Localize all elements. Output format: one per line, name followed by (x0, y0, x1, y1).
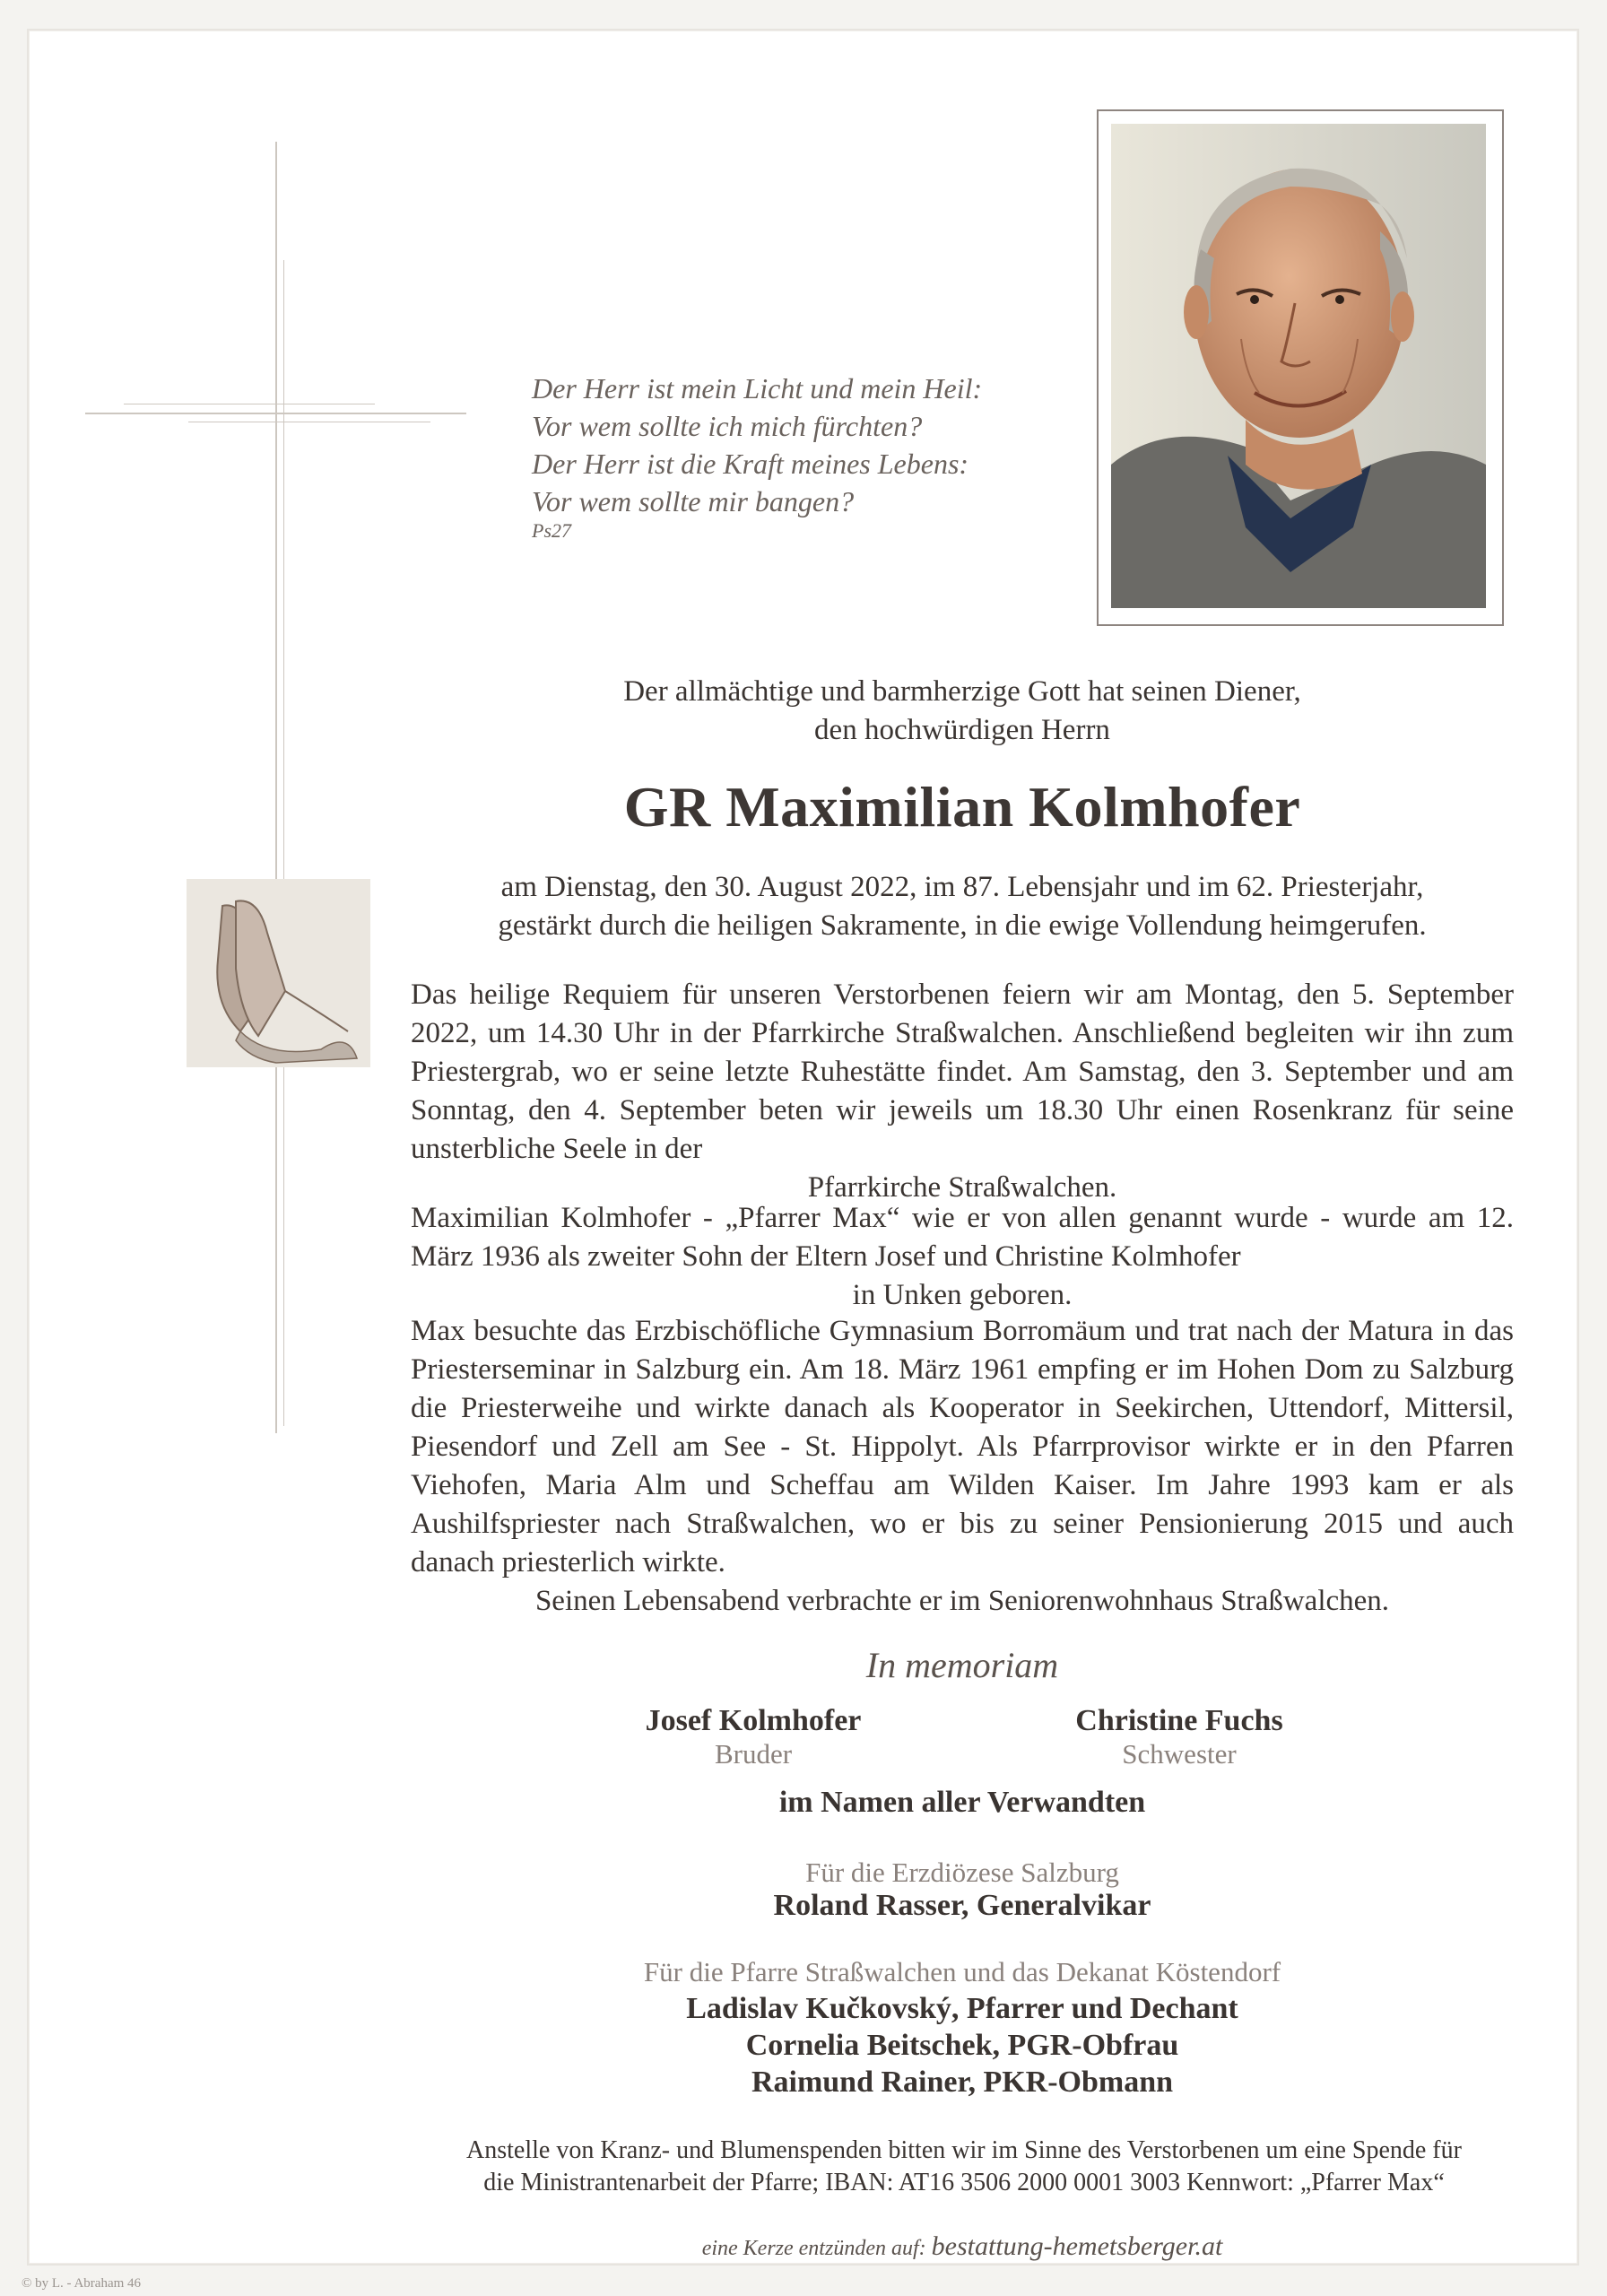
verse-reference: Ps27 (532, 519, 571, 542)
in-memoriam-heading: In memoriam (865, 1645, 1059, 1685)
death-notice-line-2: gestärkt durch die heiligen Sakramente, in die ewige Vollendung heimgerufen. (498, 909, 1427, 942)
portrait-frame (1097, 109, 1504, 626)
parish-name: Ladislav Kučkovský, Pfarrer und Dechant (686, 1992, 1238, 2025)
candle-label: eine Kerze entzünden auf: (701, 2237, 926, 2260)
mourner-name: Christine Fuchs (1075, 1704, 1283, 1737)
death-notice (411, 868, 1514, 945)
cross-vertical-line-inner (283, 260, 284, 1426)
parish-label: Für die Pfarre Straßwalchen und das Dekanat Köstendorf (643, 1956, 1281, 1987)
donation-line-2: die Ministrantenarbeit der Pfarre; IBAN: AT16 3506 2000 0001 3003 Kennwort: „Pfarrer Max“ (483, 2169, 1445, 2196)
deceased-name: GR Maximilian Kolmhofer (623, 775, 1301, 839)
intro-text (411, 673, 1514, 750)
relatives-line: im Namen aller Verwandten (778, 1786, 1146, 1819)
mourner-2 (1000, 1704, 1359, 1770)
intro-line-2: den hochwürdigen Herrn (814, 714, 1110, 746)
cross-vertical-line (275, 142, 277, 1433)
parish-block (411, 1953, 1514, 2100)
portrait-illustration (1111, 124, 1486, 608)
donation-note (359, 2135, 1569, 2199)
archdiocese-name: Roland Rasser, Generalvikar (773, 1889, 1151, 1922)
praying-hands-image (187, 879, 370, 1067)
mourner-name: Josef Kolmhofer (645, 1704, 862, 1737)
bio1-last-line: in Unken geboren. (852, 1279, 1073, 1311)
verse-line: Vor wem sollte mir bangen? (532, 485, 855, 517)
requiem-last-line: Pfarrkirche Straßwalchen. (807, 1171, 1117, 1204)
verse-line: Der Herr ist mein Licht und mein Heil: (532, 372, 983, 404)
copyright-note: © by L. - Abraham 46 (22, 2276, 142, 2291)
donation-line-1: Anstelle von Kranz- und Blumenspenden bitten wir im Sinne des Verstorbenen um eine Spende für (466, 2136, 1462, 2164)
biography-paragraph-2 (411, 1312, 1514, 1621)
parish-name: Raimund Rainer, PKR-Obmann (751, 2066, 1174, 2099)
intro-line-1: Der allmächtige und barmherzige Gott hat seinen Diener, (623, 675, 1301, 708)
portrait-photo (1111, 124, 1486, 608)
bio2-last-line: Seinen Lebensabend verbrachte er im Seniorenwohnhaus Straßwalchen. (534, 1585, 1390, 1617)
praying-hands-illustration (187, 879, 370, 1067)
psalm-verse (532, 370, 1088, 542)
mourner-role: Schwester (1122, 1738, 1237, 1770)
verse-line: Vor wem sollte ich mich fürchten? (532, 410, 923, 442)
death-notice-line-1: am Dienstag, den 30. August 2022, im 87. Lebensjahr und im 62. Priesterjahr, (500, 871, 1424, 903)
verse-line: Der Herr ist die Kraft meines Lebens: (532, 448, 969, 480)
archdiocese-block (411, 1857, 1514, 1923)
candle-note (411, 2231, 1514, 2262)
requiem-body: Das heilige Requiem für unseren Verstorbenen feiern wir am Montag, den 5. September 2022, um 14.30 Uhr in der Pfarrkirche Straßwalchen. Anschließend begleiten wir ihn zum Priestergrab, wo er seine letzte Ruhestätte findet. Am Samstag, den 3. September und am Sonntag, den 4. September beten wir jeweils um 18.30 Uhr einen Rosenkranz für seine unsterbliche Seele in der (411, 978, 1514, 1165)
mourner-role: Bruder (714, 1738, 793, 1770)
requiem-paragraph (411, 976, 1514, 1207)
bio1-body: Maximilian Kolmhofer - „Pfarrer Max“ wie er von allen genannt wurde - wurde am 12. März 1936 als zweiter Sohn der Eltern Josef und Christine Kolmhofer (411, 1202, 1514, 1273)
cross-horizontal-line (85, 413, 466, 414)
parish-name: Cornelia Beitschek, PGR-Obfrau (745, 2029, 1179, 2062)
biography-paragraph-1 (411, 1199, 1514, 1315)
archdiocese-label: Für die Erzdiözese Salzburg (805, 1857, 1119, 1888)
mourner-1 (574, 1704, 933, 1770)
bio2-body: Max besuchte das Erzbischöfliche Gymnasium Borromäum und trat nach der Matura in das Priesterseminar in Salzburg ein. Am 18. März 1961 empfing er im Hohen Dom zu Salzburg die Priesterweihe und wirkte danach als Kooperator in Seekirchen, Uttendorf, Mittersil, Piesendorf und Zell am See - St. Hippolyt. Als Pfarrprovisor wirkte er in den Pfarren Viehofen, Maria Alm und Scheffau am Wilden Kaiser. Im Jahre 1993 kam er als Aushilfspriester nach Straßwalchen, wo er bis zu seiner Pensionierung 2015 und auch danach priesterlich wirkte. (411, 1315, 1514, 1578)
candle-url-link[interactable]: bestattung-hemetsberger.at (931, 2231, 1223, 2261)
